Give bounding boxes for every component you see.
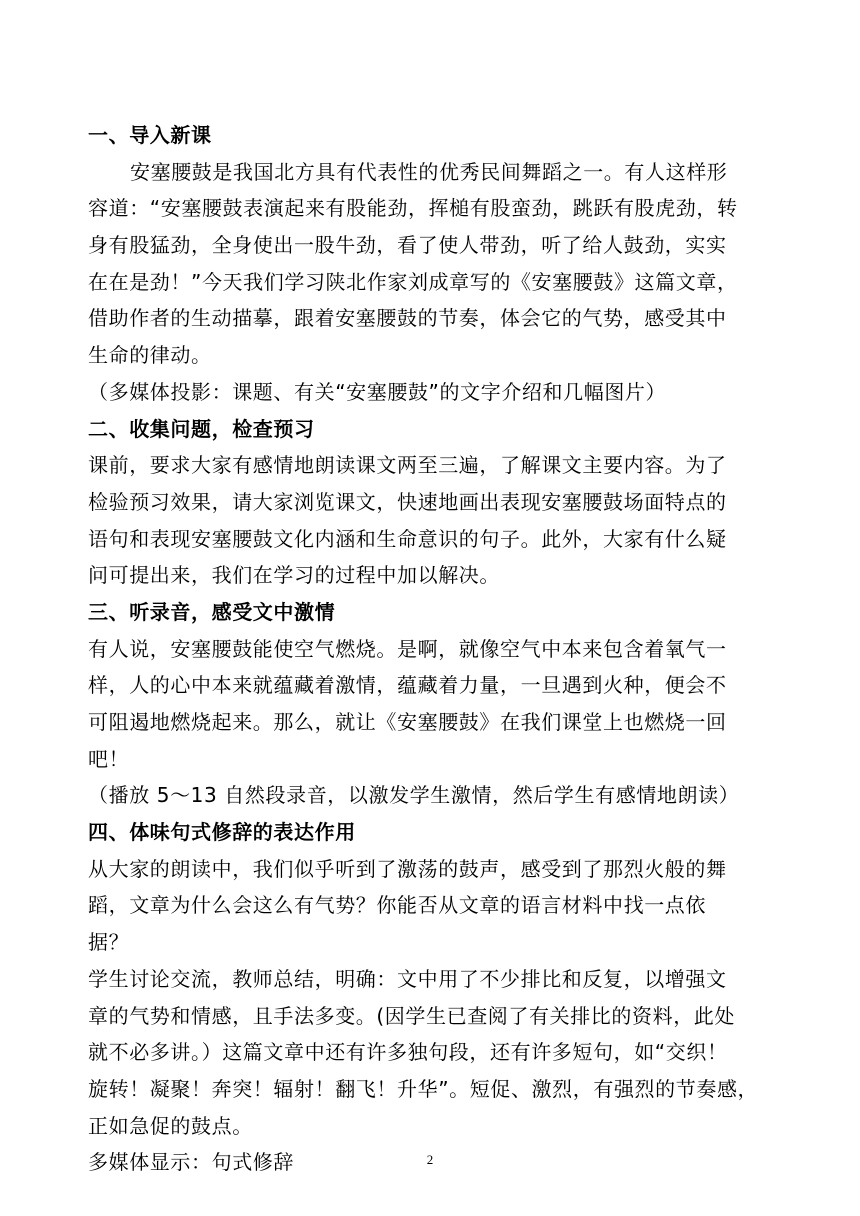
text-line: 就不必多讲。）这篇文章中还有许多独句段，还有许多短句，如“交织！: [88, 1040, 728, 1065]
text-line: 吧！: [88, 746, 130, 771]
text-line: 样，人的心中本来就蕴藏着激情，蕴藏着力量，一旦遇到火种，便会不: [88, 673, 727, 698]
section-heading: 三、听录音，感受文中激情: [88, 599, 336, 624]
text-line: （播放 5～13 自然段录音，以激发学生激情，然后学生有感情地朗读）: [88, 783, 740, 808]
text-line: 据？: [88, 930, 130, 955]
text-line: 学生讨论交流，教师总结，明确：文中用了不少排比和反复，以增强文: [88, 966, 727, 991]
text-line: （多媒体投影：课题、有关“安塞腰鼓”的文字介绍和几幅图片）: [88, 379, 667, 404]
text-line: 语句和表现安塞腰鼓文化内涵和生命意识的句子。此外，大家有什么疑: [88, 526, 727, 551]
text-line: 多媒体显示：句式修辞: [88, 1150, 294, 1175]
text-line: 蹈，文章为什么会这么有气势？你能否从文章的语言材料中找一点依: [88, 893, 706, 918]
text-line: 借助作者的生动描摹，跟着安塞腰鼓的节奏，体会它的气势，感受其中: [88, 306, 727, 331]
section-heading: 一、导入新课: [88, 123, 212, 147]
page-body: [88, 117, 772, 1181]
text-line: 正如急促的鼓点。: [88, 1113, 253, 1138]
text-line: 安塞腰鼓是我国北方具有代表性的优秀民间舞蹈之一。有人这样形: [130, 159, 728, 184]
text-line: 问可提出来，我们在学习的过程中加以解决。: [88, 563, 500, 588]
text-line: 课前，要求大家有感情地朗读课文两至三遍，了解课文主要内容。为了: [88, 453, 727, 478]
text-line: 从大家的朗读中，我们似乎听到了激荡的鼓声，感受到了那烈火般的舞: [88, 856, 727, 881]
text-line: 生命的律动。: [88, 343, 212, 368]
text-line: 章的气势和情感，且手法多变。(因学生已查阅了有关排比的资料，此处: [88, 1003, 736, 1028]
text-line: 旋转！凝聚！奔突！辐射！翻飞！升华”。短促、激烈，有强烈的节奏感，: [88, 1076, 759, 1101]
text-line: 容道：“安塞腰鼓表演起来有股能劲，挥槌有股蛮劲，跳跃有股虎劲，转: [88, 196, 738, 221]
text-line: 在在是劲！”今天我们学习陕北作家刘成章写的《安塞腰鼓》这篇文章，: [88, 269, 738, 294]
page-number: 2: [426, 1152, 434, 1167]
text-line: 有人说，安塞腰鼓能使空气燃烧。是啊，就像空气中本来包含着氧气一: [88, 636, 727, 661]
text-line: 身有股猛劲，全身使出一股牛劲，看了使人带劲，听了给人鼓劲，实实: [88, 233, 727, 258]
section-heading: 四、体味句式修辞的表达作用: [88, 820, 356, 845]
text-line: 检验预习效果，请大家浏览课文，快速地画出表现安塞腰鼓场面特点的: [88, 489, 727, 514]
text-line: 可阻遏地燃烧起来。那么，就让《安塞腰鼓》在我们课堂上也燃烧一回: [88, 710, 727, 734]
section-heading: 二、收集问题，检查预习: [88, 416, 315, 441]
